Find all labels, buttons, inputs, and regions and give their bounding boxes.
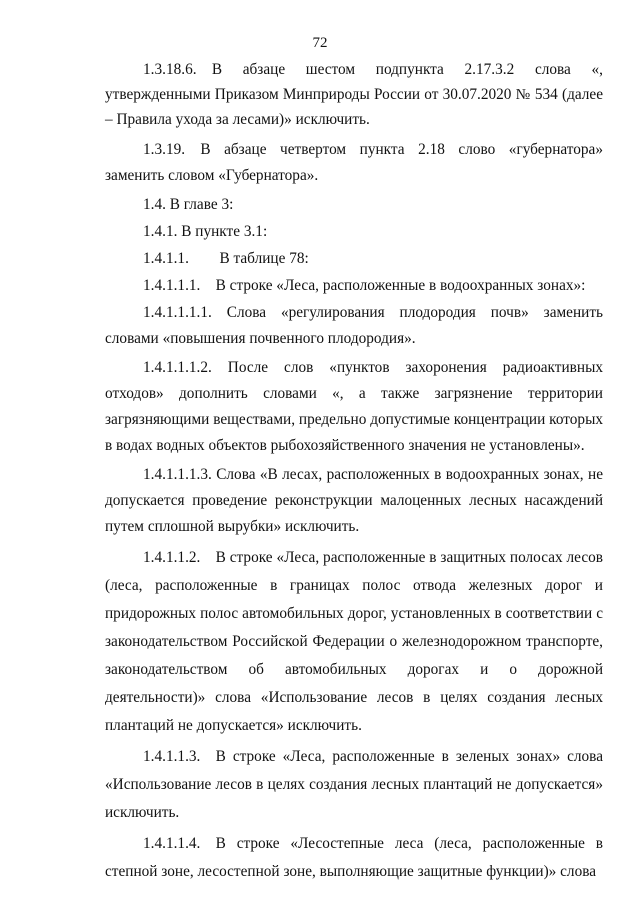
paragraph-1-4-1-1-3: 1.4.1.1.3. В строке «Леса, расположенные в зеленых зонах» слова «Использование лесов в целях создания лесных плантаций не допускается» исключить. xyxy=(105,748,603,821)
paragraph-1-4-1-1: 1.4.1.1. В таблице 78: xyxy=(143,250,309,267)
paragraph-1-4: 1.4. В главе 3: xyxy=(143,196,234,213)
paragraph-1-4-1-1-4: 1.4.1.1.4. В строке «Лесостепные леса (леса, расположенные в степной зоне, лесостепной зоне, выполняющие защитные функции)» слова xyxy=(105,835,603,880)
paragraph-1-4-1: 1.4.1. В пункте 3.1: xyxy=(143,223,268,240)
paragraph-1-4-1-1-1-2: 1.4.1.1.1.2. После слов «пунктов захоронения радиоактивных отходов» дополнить словами «, а также загрязнение территории загрязняющими веществами, предельно допустимые концентрации которых в водах водных объектов рыбохозяйственного значения не установлены». xyxy=(105,359,603,454)
page-number: 72 xyxy=(312,35,328,51)
paragraph-1-4-1-1-1-1: 1.4.1.1.1.1. Слова «регулирования плодородия почв» заменить словами «повышения почвенного плодородия». xyxy=(105,304,603,347)
paragraph-1-4-1-1-2: 1.4.1.1.2. В строке «Леса, расположенные в защитных полосах лесов (леса, расположенные в границах полос отвода железных дорог и придорожных полос автомобильных дорог, установленных в соответствии с законодательством Российской Федерации о железнодорожном транспорте, законодательством об автомобильных дорогах и о дорожной деятельности)» слова «Использование лесов в целях создания лесных плантаций не допускается» исключить. xyxy=(105,549,603,734)
paragraph-1-3-19: 1.3.19. В абзаце четвертом пункта 2.18 слово «губернатора» заменить словом «Губернатора». xyxy=(105,141,603,184)
paragraph-1-4-1-1-1-3: 1.4.1.1.1.3. Слова «В лесах, расположенных в водоохранных зонах, не допускается проведение реконструкции малоценных лесных насаждений путем сплошной вырубки» исключить. xyxy=(105,466,603,535)
paragraph-1-3-18-6: 1.3.18.6. В абзаце шестом подпункта 2.17.3.2 слова «, утвержденными Приказом Минприроды России от 30.07.2020 № 534 (далее – Правила ухода за лесами)» исключить. xyxy=(105,61,603,128)
document-body xyxy=(105,57,603,886)
paragraph-1-4-1-1-1: 1.4.1.1.1. В строке «Леса, расположенные в водоохранных зонах»: xyxy=(143,277,586,294)
